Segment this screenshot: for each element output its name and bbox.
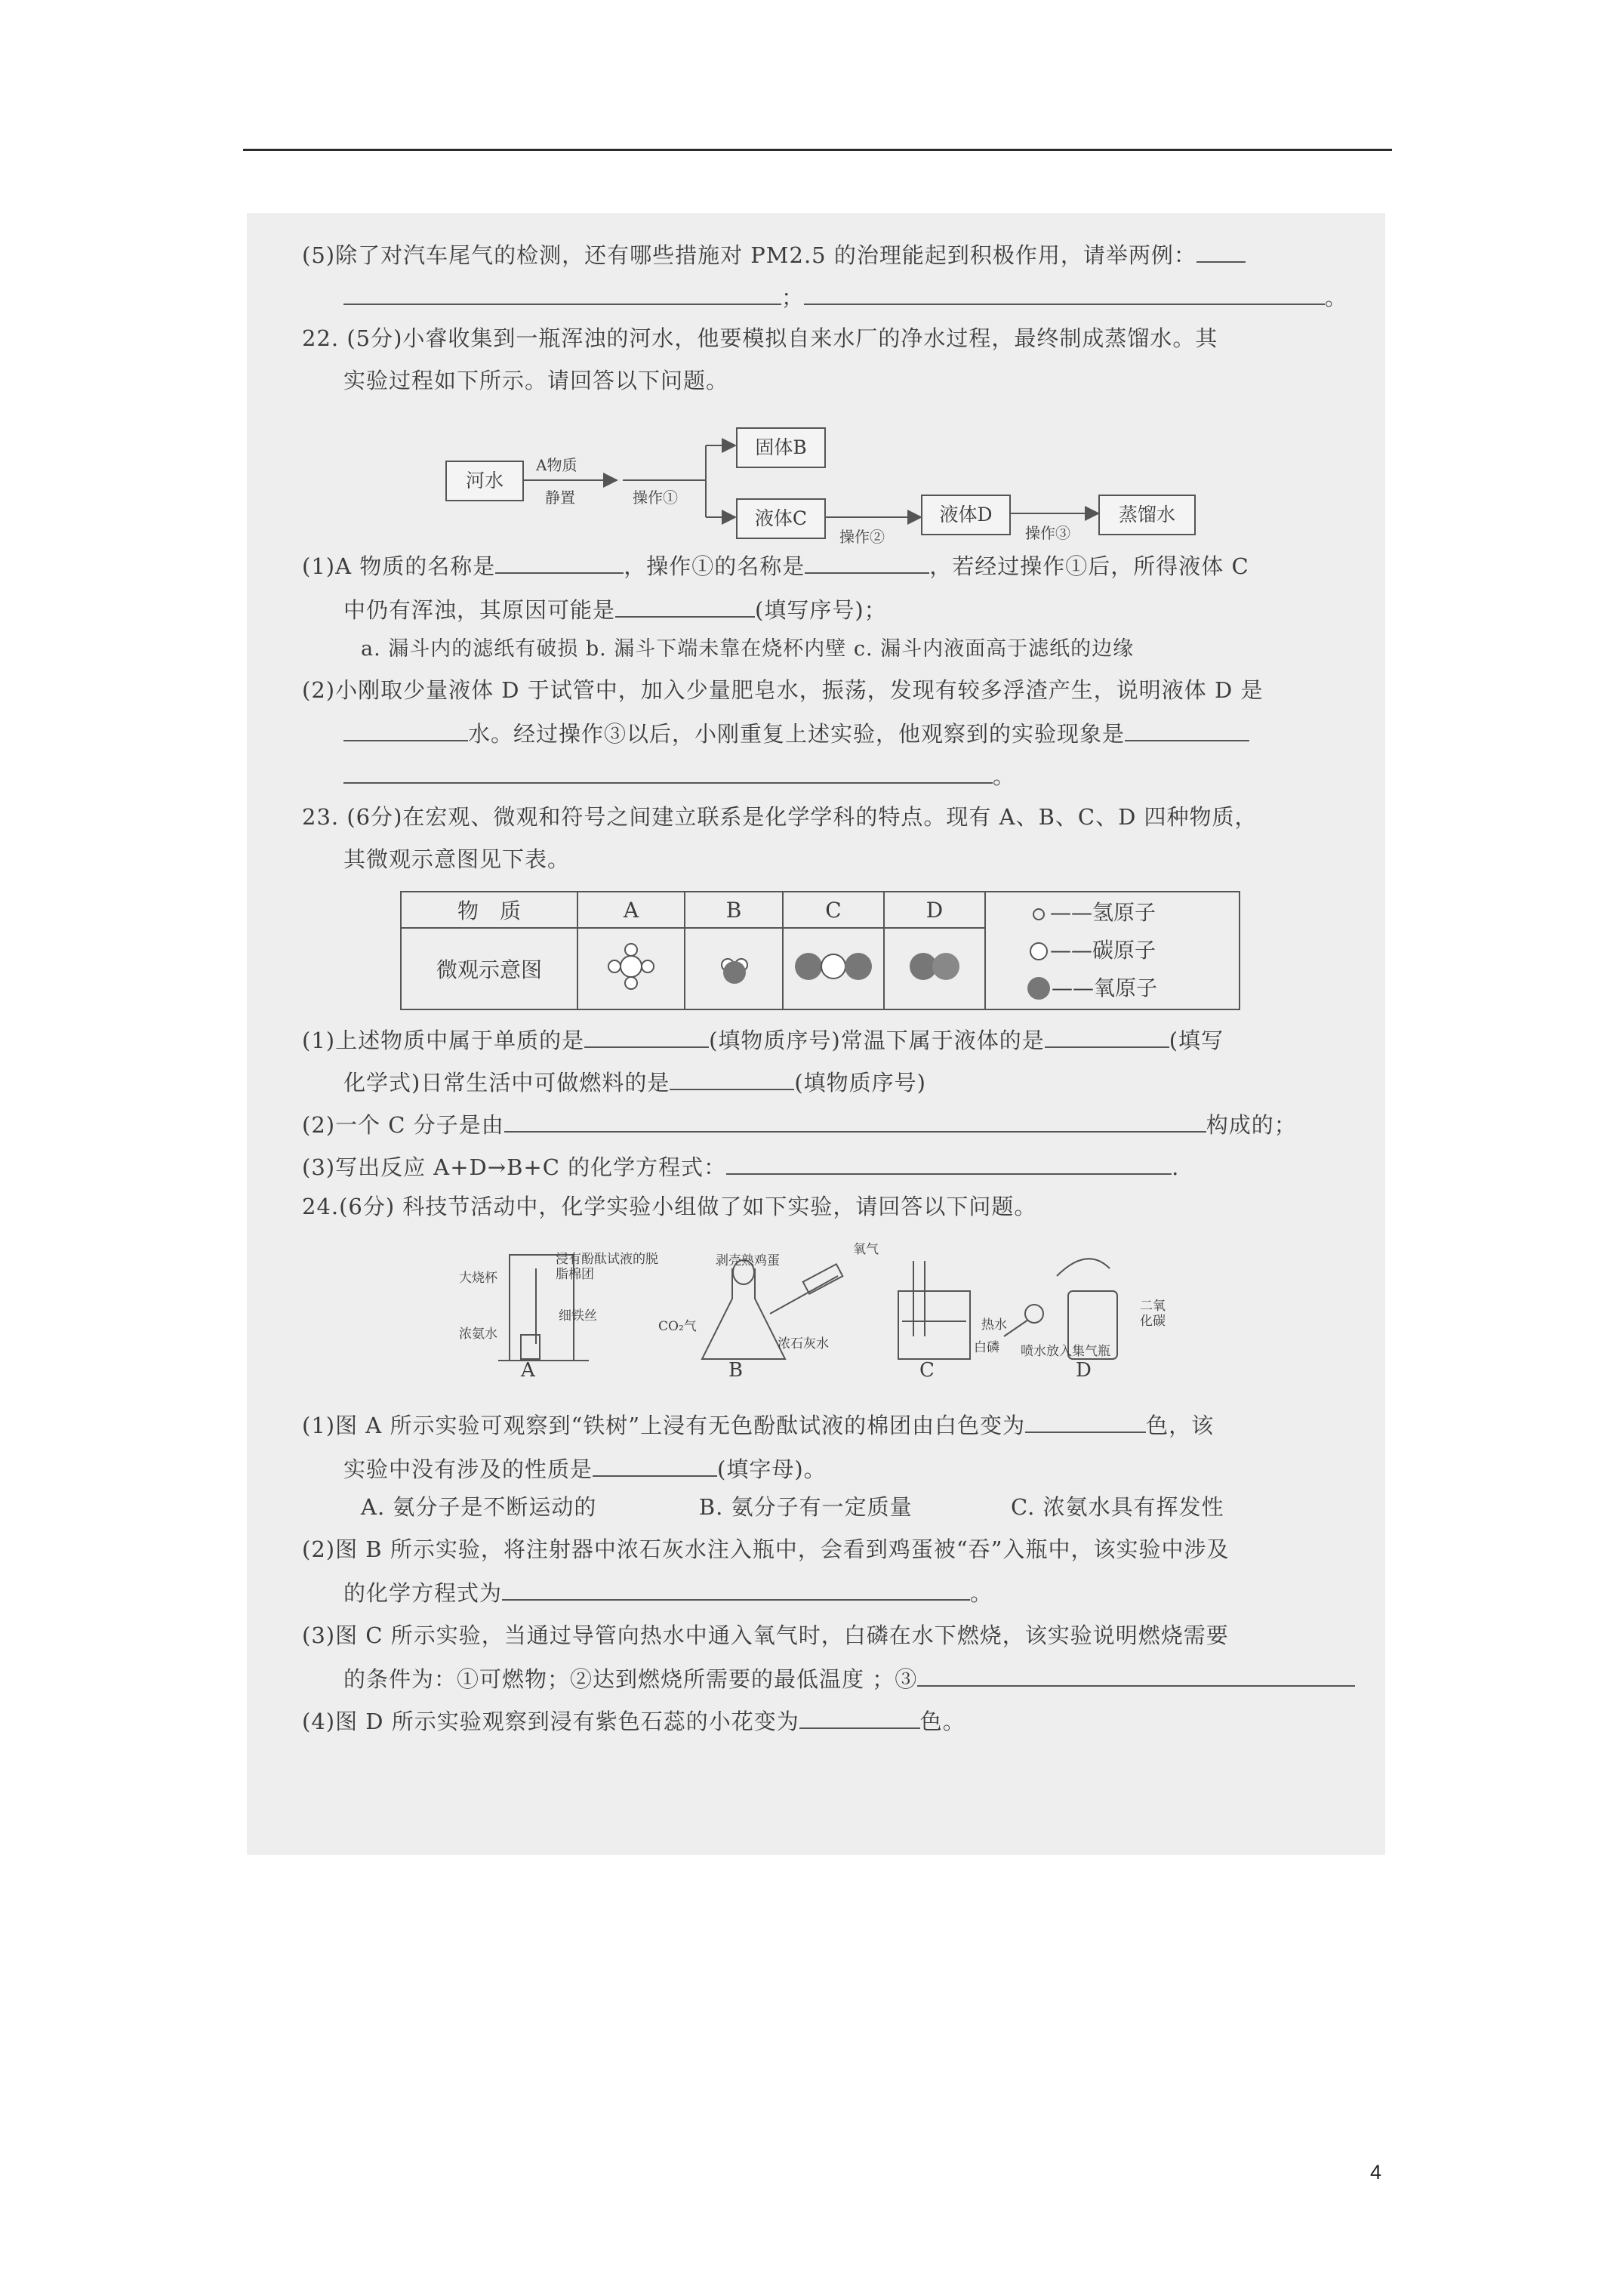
- flow-a-material: A物质: [536, 456, 577, 474]
- q22-p1-line2: 中仍有浑浊，其原因可能是 (填写序号)；: [343, 593, 887, 625]
- fig-label-b: B: [728, 1359, 744, 1382]
- q22-options: a. 漏斗内的滤纸有破损 b. 漏斗下端未靠在烧杯内壁 c. 漏斗内液面高于滤纸的边缘: [361, 637, 1135, 661]
- table-col-d: D: [884, 892, 985, 928]
- fig-label-phosphorus: 白磷: [974, 1340, 999, 1355]
- table-legend: [985, 892, 1240, 1009]
- fig-label-spray: 喷水放入集气瓶: [1021, 1344, 1110, 1359]
- legend-oxygen: ——氧原子: [986, 969, 1239, 1007]
- q24-p3-line1: (3)图 C 所示实验，当通过导管向热水中通入氧气时，白磷在水下燃烧，该实验说明燃烧需要: [302, 1623, 1229, 1648]
- q24-option-c: C. 浓氨水具有挥发性: [1011, 1494, 1224, 1520]
- q24-p2-line2: 的化学方程式为 。: [343, 1576, 993, 1608]
- fig-label-carbon-dioxide: 二氧化碳: [1140, 1299, 1166, 1329]
- flow-op3: 操作③: [1025, 524, 1070, 542]
- fig-label-cotton: 浸有酚酞试液的脱脂棉团: [556, 1252, 658, 1282]
- q22-p2-line2: 水。经过操作③以后，小刚重复上述实验，他观察到的实验现象是: [343, 717, 1249, 749]
- q23-p2: (2)一个 C 分子是由 构成的；: [302, 1108, 1297, 1140]
- q24-p3-line2: 的条件为：①可燃物；②达到燃烧所需要的最低温度 ；③: [343, 1663, 1355, 1694]
- flow-river: 河水: [445, 461, 524, 501]
- flow-liquid-d: 液体D: [921, 495, 1011, 535]
- fig-label-limewater: 浓石灰水: [778, 1336, 829, 1351]
- flow-arrows: [521, 423, 1125, 544]
- fig-label-ammonia: 浓氨水: [459, 1327, 497, 1342]
- carbon-atom-icon: [1030, 942, 1048, 960]
- table-col-b: B: [685, 892, 783, 928]
- q24-p4: (4)图 D 所示实验观察到浸有紫色石蕊的小花变为 色。: [302, 1705, 965, 1737]
- legend-hydrogen: ——氢原子: [986, 894, 1239, 932]
- q23-intro-line1: 23. (6分)在宏观、微观和符号之间建立联系是化学学科的特点。现有 A、B、C、D 四种物质，: [302, 804, 1258, 830]
- q24-intro: 24.(6分) 科技节活动中，化学实验小组做了如下实验，请回答以下问题。: [302, 1194, 1037, 1219]
- q23-intro-line2: 其微观示意图见下表。: [343, 846, 571, 872]
- molecule-d: [884, 928, 985, 1009]
- page-number: 4: [1370, 2161, 1382, 2184]
- fig-label-beaker: 大烧杯: [459, 1271, 497, 1286]
- q21-part5-line1: (5)除了对汽车尾气的检测，还有哪些措施对 PM2.5 的治理能起到积极作用，请举两例：: [302, 239, 1246, 270]
- q21-part5-line2: ； 。: [343, 281, 1347, 313]
- table-col-a: A: [577, 892, 685, 928]
- q23-p1-line2: 化学式)日常生活中可做燃料的是 (填物质序号): [343, 1066, 926, 1098]
- q24-option-b: B. 氨分子有一定质量: [698, 1494, 913, 1520]
- q22-intro-line1: 22. (5分)小睿收集到一瓶浑浊的河水，他要模拟自来水厂的净水过程，最终制成蒸馏水。其: [302, 325, 1218, 351]
- fig-label-c: C: [919, 1359, 935, 1382]
- flow-liquid-c: 液体C: [736, 498, 826, 539]
- q22-intro-line2: 实验过程如下所示。请回答以下问题。: [343, 368, 729, 393]
- q23-p3: (3)写出反应 A+D→B+C 的化学方程式： .: [302, 1151, 1179, 1182]
- molecule-a: [577, 928, 685, 1009]
- table-header-substance: 物 质: [401, 892, 577, 928]
- flow-op1: 操作①: [633, 488, 678, 507]
- q24-options: [361, 1492, 1224, 1522]
- table-row-label: 微观示意图: [401, 928, 577, 1009]
- fig-label-oxygen: 氧气: [853, 1242, 879, 1257]
- fig-label-co2: CO₂气: [658, 1319, 697, 1334]
- q23-p1-line1: (1)上述物质中属于单质的是 (填物质序号)常温下属于液体的是 (填写: [302, 1024, 1224, 1056]
- molecule-c: [783, 928, 884, 1009]
- q24-p1-line1: (1)图 A 所示实验可观察到“铁树”上浸有无色酚酞试液的棉团由白色变为 色，该: [302, 1409, 1214, 1441]
- fig-label-egg: 剥壳熟鸡蛋: [716, 1253, 780, 1268]
- q24-p1-line2: 实验中没有涉及的性质是 (填字母)。: [343, 1453, 827, 1484]
- q23-micro-table: [400, 891, 1240, 1010]
- molecule-b: [685, 928, 783, 1009]
- flow-solid-b: 固体B: [736, 427, 826, 468]
- q22-p2-line1: (2)小刚取少量液体 D 于试管中，加入少量肥皂水，振荡，发现有较多浮渣产生，说明液体 D 是: [302, 677, 1264, 703]
- flow-still: 静置: [545, 488, 575, 507]
- legend-carbon: ——碳原子: [986, 932, 1239, 969]
- q24-p2-line1: (2)图 B 所示实验，将注射器中浓石灰水注入瓶中，会看到鸡蛋被“吞”入瓶中，该实验中涉及: [302, 1536, 1230, 1562]
- fig-label-a: A: [521, 1359, 535, 1382]
- fig-label-d: D: [1076, 1359, 1092, 1382]
- table-col-c: C: [783, 892, 884, 928]
- oxygen-atom-icon: [1027, 977, 1050, 1000]
- q24-option-a: A. 氨分子是不断运动的: [361, 1494, 597, 1520]
- q22-p1-line1: (1)A 物质的名称是 ，操作①的名称是 ，若经过操作①后，所得液体 C: [302, 550, 1249, 581]
- flow-distilled: 蒸馏水: [1098, 495, 1196, 535]
- header-rule: [243, 149, 1392, 151]
- fig-label-wire: 细铁丝: [559, 1308, 597, 1324]
- fig-label-hotwater: 热水: [981, 1318, 1007, 1333]
- flow-op2: 操作②: [839, 528, 885, 546]
- q22-p2-line3: 。: [343, 760, 1015, 791]
- hydrogen-atom-icon: [1033, 908, 1045, 920]
